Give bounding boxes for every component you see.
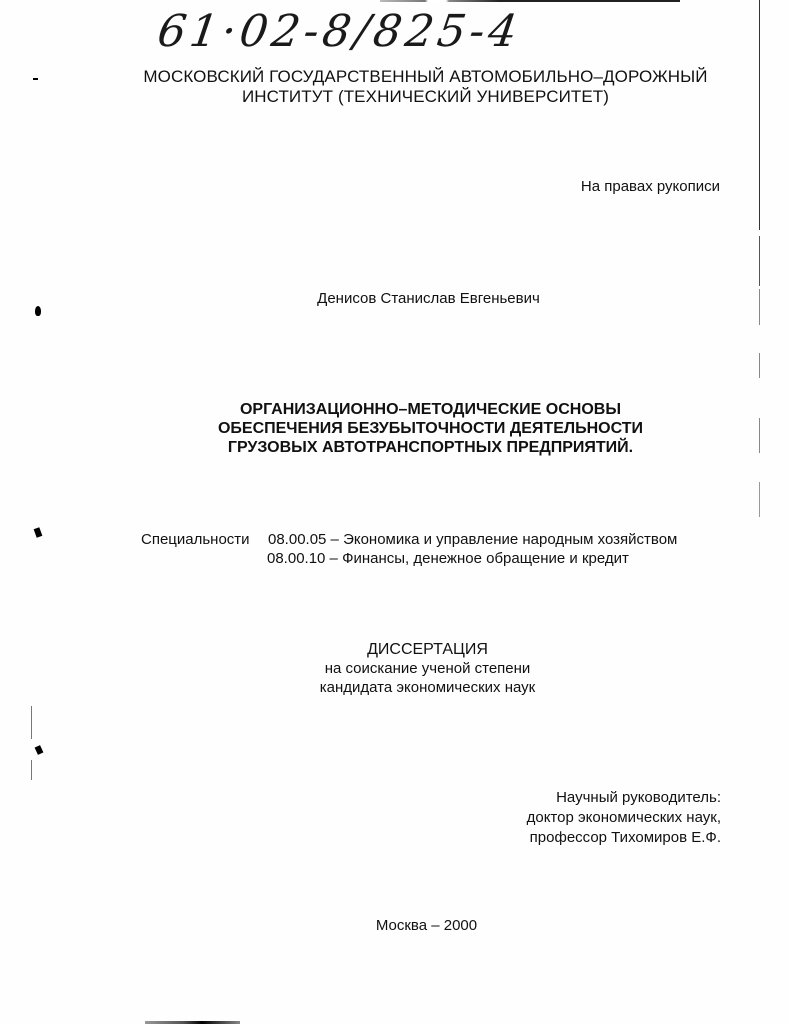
institution-header <box>0 67 791 107</box>
institution-line-1: МОСКОВСКИЙ ГОСУДАРСТВЕННЫЙ АВТОМОБИЛЬНО–ДОРОЖНЫЙ <box>143 67 708 86</box>
author-name: Денисов Станислав Евгеньевич <box>317 290 540 307</box>
dissertation-degree-block <box>0 640 791 697</box>
degree-line-1: на соискание ученой степени <box>324 660 531 677</box>
supervisor-label: Научный руководитель: <box>556 789 721 806</box>
supervisor-name: профессор Тихомиров Е.Ф. <box>529 829 721 846</box>
punch-mark <box>34 527 43 538</box>
scan-margin-line <box>31 706 32 739</box>
scan-margin-line <box>759 236 760 286</box>
scan-edge-artifact <box>380 0 680 2</box>
punch-mark <box>35 745 44 755</box>
specialty-item: 08.00.10 – Финансы, денежное обращение и кредит <box>267 550 629 567</box>
scan-margin-line <box>31 760 32 780</box>
dissertation-heading: ДИССЕРТАЦИЯ <box>367 641 488 658</box>
supervisor-degree: доктор экономических наук, <box>526 809 721 826</box>
institution-line-2: ИНСТИТУТ (ТЕХНИЧЕСКИЙ УНИВЕРСИТЕТ) <box>241 87 610 106</box>
specialties-label: Специальности <box>141 531 250 548</box>
degree-line-2: кандидата экономических наук <box>319 679 536 696</box>
scan-margin-line <box>759 353 760 378</box>
title-line-3: ГРУЗОВЫХ АВТОТРАНСПОРТНЫХ ПРЕДПРИЯТИЙ. <box>227 439 634 456</box>
specialty-item: 08.00.05 – Экономика и управление народным хозяйством <box>268 531 678 548</box>
handwritten-archive-code: 61·02-8/825-4 <box>154 6 525 57</box>
punch-mark <box>35 306 41 316</box>
title-line-2: ОБЕСПЕЧЕНИЯ БЕЗУБЫТОЧНОСТИ ДЕЯТЕЛЬНОСТИ <box>217 420 644 437</box>
city-year: Москва – 2000 <box>375 917 478 934</box>
title-line-1: ОРГАНИЗАЦИОННО–МЕТОДИЧЕСКИЕ ОСНОВЫ <box>239 401 622 418</box>
supervisor-block <box>527 788 721 848</box>
scan-margin-line <box>759 0 760 230</box>
dissertation-title <box>0 400 791 457</box>
rights-note: На правах рукописи <box>580 178 720 195</box>
scan-margin-line <box>759 482 760 517</box>
specialties-block <box>141 530 677 568</box>
